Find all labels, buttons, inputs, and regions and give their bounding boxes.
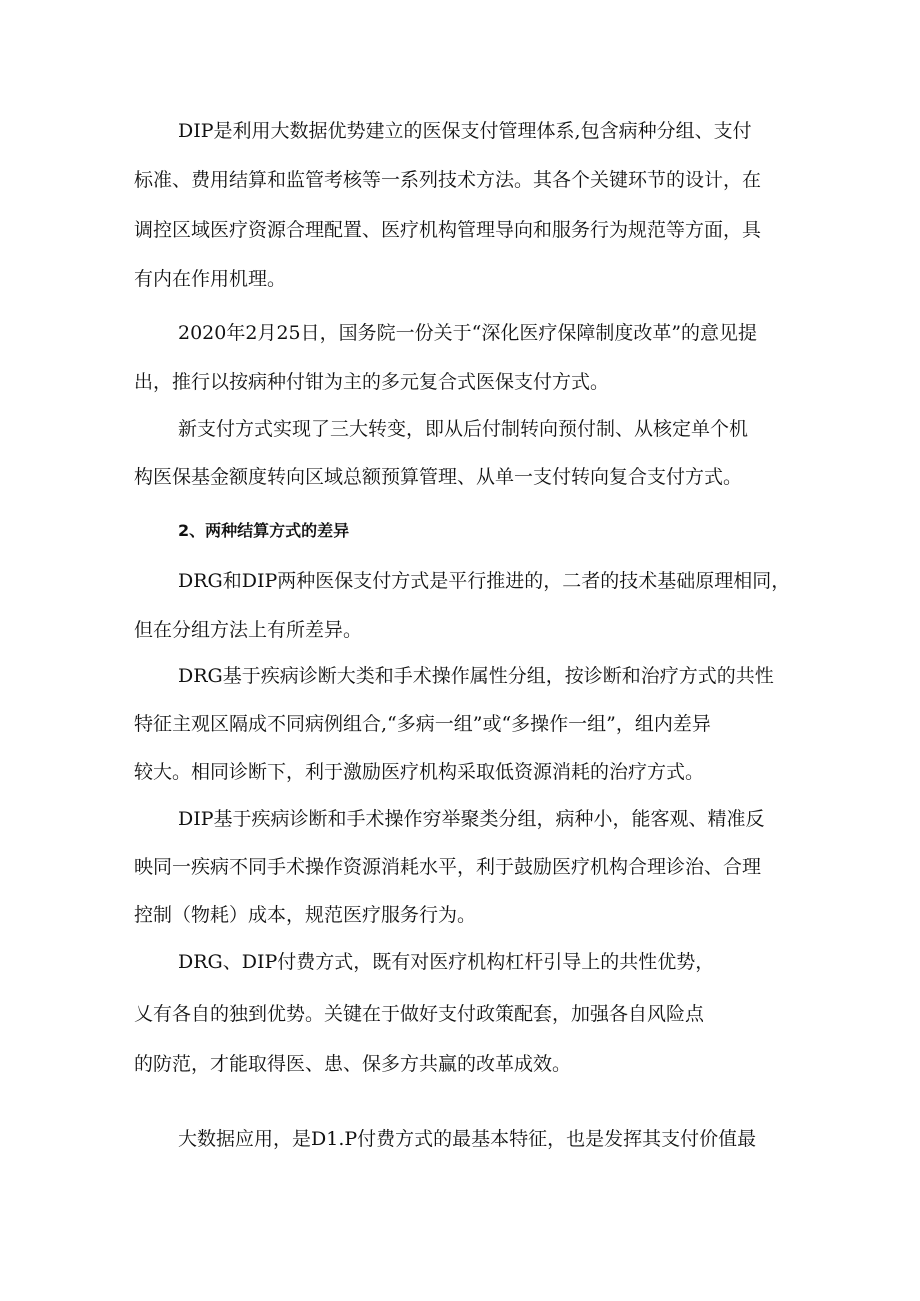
para7-line2: 乂有各自的独到优势。关键在于做好支付政策配套，加强各自风险点 — [134, 1003, 705, 1025]
para1-line4: 有内在作用机理。 — [134, 268, 287, 290]
para7-line3: 的防范，才能取得医、患、保多方共赢的改革成效。 — [134, 1053, 572, 1075]
para3-line2: 构医保基金额度转向区域总额预算管理、从单一支付转向复合支付方式。 — [134, 466, 743, 488]
para2-line2: 出，推行以按病种付钳为主的多元复合式医保支付方式。 — [134, 371, 610, 393]
para5-line3: 较大。相同诊断下，利于激励医疗机构采取低资源消耗的治疗方式。 — [134, 761, 705, 783]
para7-line1: DRG、DIP付费方式，既有对医疗机构杠杆引导上的共性优势， — [178, 951, 715, 973]
section-heading: 2、两种结算方式的差异 — [178, 521, 350, 540]
para6-line1: DIP基于疾病诊断和手术操作穷举聚类分组，病种小，能客观、精准反 — [178, 808, 765, 830]
para4-line1: DRG和DIP两种医保支付方式是平行推进的，二者的技术基础原理相同， — [178, 570, 791, 592]
para8-line1: 大数据应用，是D1.P付费方式的最基本特征，也是发挥其支付价值最 — [178, 1128, 757, 1150]
para2-line1: 2020年2月25日，国务院一份关于“深化医疗保障制度改革”的意见提 — [178, 322, 758, 344]
para6-line3: 控制（物耗）成本，规范医疗服务行为。 — [134, 904, 477, 926]
para6-line2: 映同一疾病不同手术操作资源消耗水平，利于鼓励医疗机构合理诊治、合理 — [134, 856, 762, 878]
para1-line3: 调控区域医疗资源合理配置、医疗机构管理导向和服务行为规范等方面，具 — [134, 219, 762, 241]
para3-line1: 新支付方式实现了三大转变，即从后付制转向预付制、从核定单个机 — [178, 418, 749, 440]
para4-line2: 但在分组方法上有所差异。 — [134, 619, 363, 641]
para1-line1: DIP是利用大数据优势建立的医保支付管理体系,包含病种分组、支付 — [178, 120, 752, 142]
para5-line2: 特征主观区隔成不同病例组合,“多病一组”或“多操作一组”，组内差异 — [134, 713, 711, 735]
para1-line2: 标准、费用结算和监管考核等一系列技术方法。其各个关键环节的设计，在 — [134, 169, 762, 191]
para5-line1: DRG基于疾病诊断大类和手术操作属性分组，按诊断和治疗方式的共性 — [178, 665, 774, 687]
